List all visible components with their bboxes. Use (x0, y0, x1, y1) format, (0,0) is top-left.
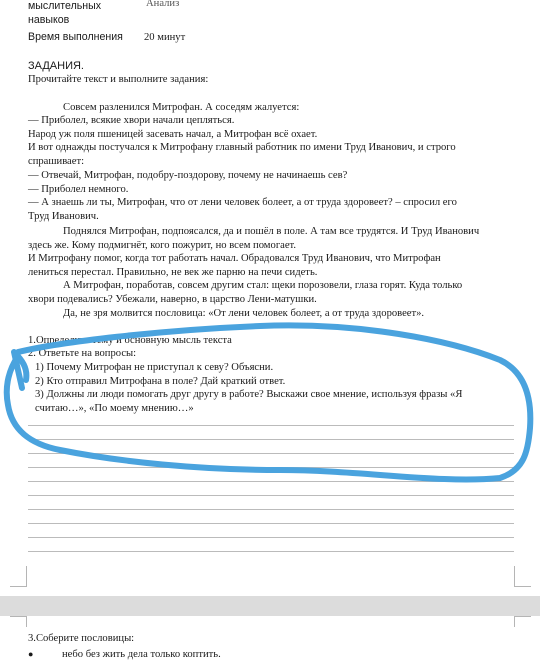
page-corner-mark (514, 616, 531, 627)
time-value: 20 минут (144, 32, 186, 43)
story-line: — Приболел, всякие хвори начали цепляться. (28, 115, 235, 126)
skills-value: Анализ (146, 0, 180, 9)
sub-question: 1) Почему Митрофан не приступал к севу? Объясни. (35, 362, 274, 373)
sub-question: считаю…», «По моему мнению…» (35, 403, 194, 414)
story-line: — Отвечай, Митрофан, подобру-поздорову, почему не начинаешь сев? (28, 170, 348, 181)
story-line: И Митрофану помог, когда тот работать начал. Обрадовался Труд Иванович, что Митрофан (28, 253, 441, 264)
scribble-path (7, 325, 531, 479)
story-line: Труд Иванович. (28, 211, 99, 222)
story-line: спрашивает: (28, 156, 85, 167)
story-line: лениться перестал. Правильно, не век же парню на печи сидеть. (28, 267, 318, 278)
document-page-2 (0, 616, 540, 666)
tasks-heading: ЗАДАНИЯ. (28, 60, 84, 72)
time-label: Время выполнения (28, 31, 123, 43)
proverb-item: небо без жить дела только коптить. (62, 649, 221, 660)
story-line: хвори подевались? Убежали, наверно, в царство Лени-матушки. (28, 294, 317, 305)
story-line: А Митрофан, поработав, совсем другим стал: щеки порозовели, глаза горят. Куда только (63, 280, 463, 291)
sub-question: 2) Кто отправил Митрофана в поле? Дай краткий ответ. (35, 376, 286, 387)
tasks-instruction: Прочитайте текст и выполните задания: (28, 74, 209, 85)
bullet-icon: ● (28, 649, 34, 659)
skills-label-line-2: навыков (28, 14, 70, 26)
sub-question: 3) Должны ли люди помогать друг другу в работе? Выскажи свое мнение, используя фразы «Я (35, 389, 463, 400)
page-separator (0, 596, 540, 616)
skills-label-line-1: мыслительных (28, 0, 102, 12)
story-line: И вот однажды постучался к Митрофану главный работник по имени Труд Иванович, и строго (28, 142, 456, 153)
story-line: — Приболел немного. (28, 184, 129, 195)
story-line: Поднялся Митрофан, подпоясался, да и пошёл в поле. А там все трудятся. И Труд Иванович (63, 226, 480, 237)
story-line: Народ уж поля пшеницей засевать начал, а Митрофан всё охает. (28, 129, 318, 140)
question-1: 1.Определите тему и основную мысль текста (28, 335, 232, 346)
question-2: 2. Ответьте на вопросы: (28, 348, 137, 359)
story-line: Совсем разленился Митрофан. А соседям жалуется: (63, 102, 300, 113)
page-corner-mark (10, 616, 27, 627)
story-line: — А знаешь ли ты, Митрофан, что от лени человек болеет, а от труда здоровеет? – спросил его (28, 197, 457, 208)
question-3: 3.Соберите пословицы: (28, 633, 135, 644)
story-line: здесь же. Кому подмигнёт, кого пожурит, но всем помогает. (28, 240, 297, 251)
story-line: Да, не зря молвится пословица: «От лени человек болеет, а от труда здоровеет». (63, 308, 425, 319)
